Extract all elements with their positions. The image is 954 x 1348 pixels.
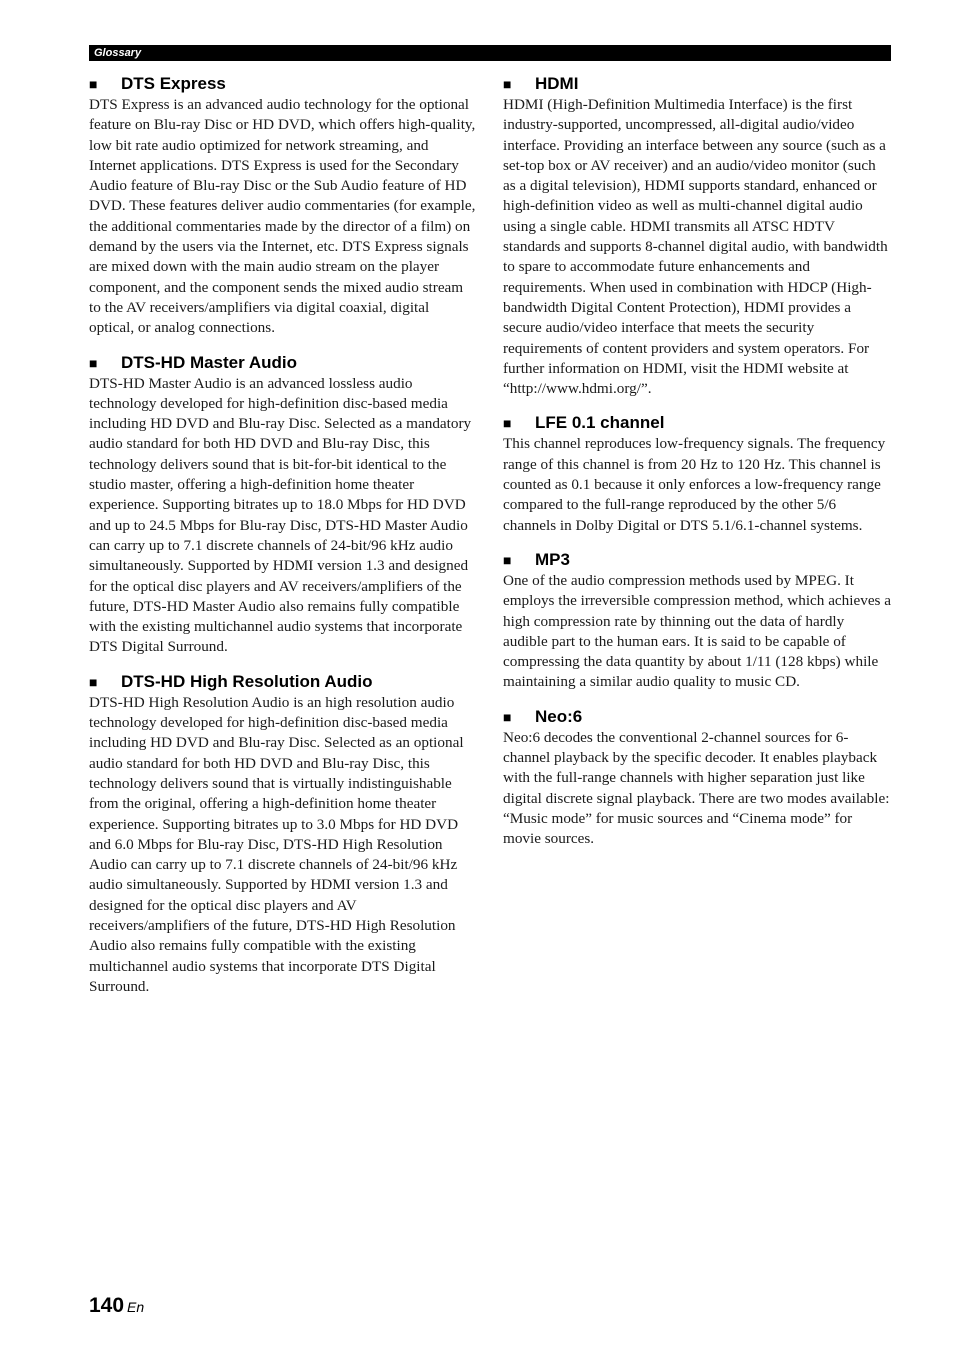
square-bullet-icon: ■: [503, 551, 512, 568]
entry-body: This channel reproduces low-frequency signals. The frequency range of this channel is from 20 Hz to 120 Hz. This channel is counted as 0.1 because it only enforces a low-frequency range compared to the full-range reproduced by the other 5/6 channels in Dolby Digital or DTS 5.1/6.1-channel systems.: [503, 435, 886, 534]
glossary-entry-lfe: [503, 412, 891, 535]
square-bullet-icon: ■: [89, 76, 98, 92]
square-bullet-icon: ■: [89, 673, 98, 690]
square-bullet-icon: ■: [503, 415, 512, 432]
entry-body: HDMI (High-Definition Multimedia Interface) is the first industry-supported, uncompressed, all-digital audio/video interface. Providing an interface between any source (such as a set-top box or AV receiver) and an audio/video monitor (such as a digital television), HDMI supports standard, enhanced or high-definition video as well as multi-channel digital audio using a single cable. HDMI transmits all ATSC HDTV standards and supports 8-channel digital audio, with bandwidth to spare to accommodate future enhancements and requirements. When used in combination with HDCP (High-bandwidth Digital Content Protection), HDMI provides a secure audio/video interface that meets the security requirements of content providers and system operators. For further information on HDMI, visit the HDMI website at “http://www.hdmi.org/”.: [503, 96, 888, 398]
page-language: En: [127, 1299, 145, 1315]
entry-title: LFE 0.1 channel: [535, 413, 665, 433]
entry-body: DTS-HD Master Audio is an advanced lossless audio technology developed for high-definition disc-based media including HD DVD and Blu-ray Disc. Selected as a mandatory audio standard for both HD DVD and Blu-ray Disc, this technology delivers sound that is bit-for-bit identical to the studio master, offering a high-definition home theater experience. Supporting bitrates up to 18.0 Mbps for HD DVD and up to 24.5 Mbps for Blu-ray Disc, DTS-HD Master Audio can carry up to 7.1 discrete channels of 24-bit/96 kHz audio simultaneously. Supported by HDMI version 1.3 and designed for the optical disc players and AV receivers/amplifiers of the future, DTS-HD Master Audio also remains fully compatible with the existing multichannel audio systems that incorporate DTS Digital Surround.: [89, 374, 472, 656]
entry-heading: [503, 73, 891, 95]
entry-heading: [503, 706, 891, 728]
entry-title: DTS-HD High Resolution Audio: [121, 671, 373, 691]
entry-title: MP3: [535, 549, 570, 569]
entry-body: DTS-HD High Resolution Audio is an high resolution audio technology developed for high-definition disc-based media including HD DVD and Blu-ray Disc. Selected as an optional audio standard for both HD DVD and Blu-ray Disc, this technology delivers sound that is virtually indistinguishable from the original, offering a high-definition home theater experience. Supporting bitrates up to 3.0 Mbps for HD DVD and 6.0 Mbps for Blu-ray Disc, DTS-HD High Resolution Audio can carry up to 7.1 discrete channels of 24-bit/96 kHz audio simultaneously. Supported by HDMI version 1.3 and designed for the optical disc players and AV receivers/amplifiers of the future, DTS-HD High Resolution Audio also remains fully compatible with the existing multichannel audio systems that incorporate DTS Digital Surround.: [89, 693, 464, 995]
glossary-entry-dts-express: [89, 73, 477, 339]
square-bullet-icon: ■: [503, 708, 512, 725]
square-bullet-icon: ■: [503, 76, 512, 92]
glossary-entry-dts-hd-master-audio: [89, 352, 477, 658]
entry-heading: [89, 352, 477, 374]
page-footer: [89, 1294, 144, 1318]
entry-heading: [503, 549, 891, 571]
entry-body: One of the audio compression methods used by MPEG. It employs the irreversible compression method, which achieves a high compression rate by thinning out the data of hardly audible part to the human ears. It is said to be capable of compressing the data quantity by about 1/11 (128 kbps) while maintaining a similar audio quality to music CD.: [503, 571, 892, 691]
entry-body: DTS Express is an advanced audio technology for the optional feature on Blu-ray Disc or HD DVD, which offers high-quality, low bit rate audio optimized for network streaming, and Internet applications. DTS Express is used for the Secondary Audio feature of Blu-ray Disc or the Sub Audio feature of HD DVD. These features deliver audio commentaries (for example, the additional commentaries made by the director of a film) on demand by the users via the Internet, etc. DTS Express signals are mixed down with the main audio stream on the player component, and the component sends the mixed audio stream to the AV receivers/amplifiers via digital coaxial, digital optical, or analog connections.: [89, 96, 476, 337]
entry-heading: [89, 73, 477, 95]
entry-title: Neo:6: [535, 706, 583, 726]
entry-title: DTS Express: [121, 74, 226, 93]
entry-title: DTS-HD Master Audio: [121, 352, 297, 372]
header-bar: [89, 45, 891, 61]
entry-title: HDMI: [535, 74, 579, 93]
glossary-entry-neo6: [503, 706, 891, 850]
glossary-entry-dts-hd-high-resolution-audio: [89, 671, 477, 997]
entry-body: Neo:6 decodes the conventional 2-channel sources for 6-channel playback by the specific decoder. It enables playback with the full-range channels with higher separation just like digital discrete signal playback. There are two modes available: “Music mode” for music sources and “Cinema mode” for movie sources.: [503, 728, 890, 848]
entry-heading: [89, 671, 477, 693]
right-column: [503, 73, 891, 863]
entry-heading: [503, 412, 891, 434]
glossary-entry-mp3: [503, 549, 891, 693]
page-number: 140: [89, 1294, 125, 1317]
square-bullet-icon: ■: [89, 354, 98, 371]
left-column: [89, 73, 477, 1010]
glossary-entry-hdmi: [503, 73, 891, 399]
header-label: Glossary: [94, 47, 142, 59]
